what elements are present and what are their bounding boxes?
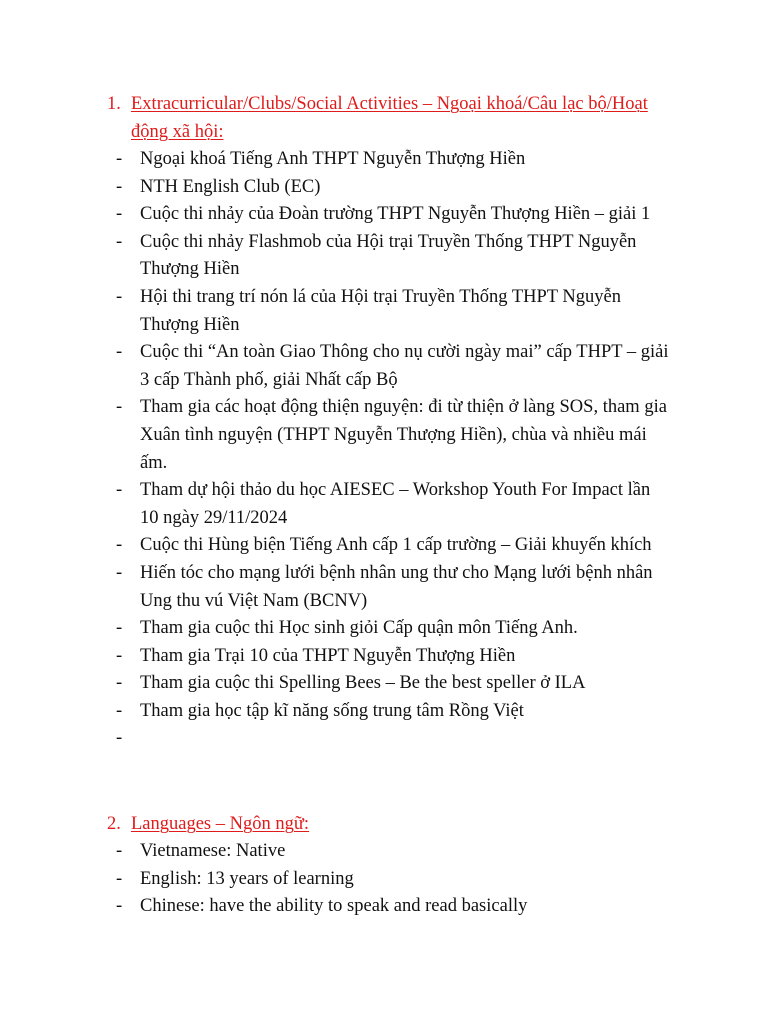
bullet-dash: - [116,700,123,721]
list-item [112,670,672,698]
bullet-dash: - [116,535,123,556]
list-item [112,284,672,339]
bullet-dash: - [116,342,123,363]
list-item [112,146,672,174]
list-item [112,229,672,284]
list-item [112,394,672,477]
list-item [112,893,672,921]
languages-list [112,838,672,921]
list-item-text: Ngoại khoá Tiếng Anh THPT Nguyễn Thượng Hiền [140,149,526,169]
section-title: Languages – Ngôn ngữ: [131,814,310,834]
list-item [112,532,672,560]
bullet-dash: - [116,480,123,501]
list-item-text: Chinese: have the ability to speak and read basically [140,896,528,917]
list-item-text: Tham gia cuộc thi Spelling Bees – Be the best speller ở ILA [140,673,586,694]
list-item-text: Cuộc thi “An toàn Giao Thông cho nụ cười ngày mai” cấp THPT – giải 3 cấp Thành phố, giải Nhất cấp Bộ [140,342,669,390]
list-item-text: Tham dự hội thảo du học AIESEC – Workshop Youth For Impact lần 10 ngày 29/11/2024 [140,480,651,528]
list-item-text: Tham gia các hoạt động thiện nguyện: đi từ thiện ở làng SOS, tham gia Xuân tình nguyện (THPT Nguyễn Thượng Hiền), chùa và nhiều mái ấm. [140,397,667,473]
list-item [112,339,672,394]
list-item-text: Vietnamese: Native [140,841,286,861]
list-item-text: Tham gia cuộc thi Học sinh giỏi Cấp quận môn Tiếng Anh. [140,618,578,639]
bullet-dash: - [116,673,123,694]
list-item [112,643,672,671]
section-title: Extracurricular/Clubs/Social Activities – Ngoại khoá/Câu lạc bộ/Hoạt động xã hội: [131,94,648,142]
list-item-text: NTH English Club (EC) [140,176,321,197]
bullet-dash: - [116,397,123,418]
bullet-dash: - [116,176,123,197]
bullet-dash: - [116,841,123,861]
bullet-dash: - [116,204,123,225]
bullet-dash: - [116,562,123,583]
section-heading-languages [107,811,667,839]
bullet-dash: - [116,149,123,169]
section-number: 2. [107,814,121,834]
list-item-empty [112,725,672,753]
list-item [112,698,672,726]
bullet-dash: - [116,231,123,252]
list-item-text: English: 13 years of learning [140,868,354,889]
bullet-dash: - [116,868,123,889]
bullet-dash: - [116,728,123,749]
bullet-dash: - [116,286,123,307]
section-number: 1. [107,94,121,114]
list-item-text: Cuộc thi nhảy của Đoàn trường THPT Nguyễn Thượng Hiền – giải 1 [140,204,651,225]
list-item-text: Cuộc thi Hùng biện Tiếng Anh cấp 1 cấp trường – Giải khuyến khích [140,535,652,556]
bullet-dash: - [116,618,123,639]
list-item [112,560,672,615]
list-item [112,477,672,532]
section-heading-extracurricular [107,91,667,146]
list-item [112,838,672,866]
list-item-text: Tham gia học tập kĩ năng sống trung tâm Rồng Việt [140,700,524,721]
list-item-text: Cuộc thi nhảy Flashmob của Hội trại Truyền Thống THPT Nguyễn Thượng Hiền [140,231,637,280]
bullet-dash: - [116,645,123,666]
bullet-dash: - [116,896,123,917]
list-item [112,201,672,229]
list-item-text: Hiến tóc cho mạng lưới bệnh nhân ung thư cho Mạng lưới bệnh nhân Ung thu vú Việt Nam (BCNV) [140,562,653,611]
list-item [112,615,672,643]
extracurricular-list [112,146,672,753]
list-item-text: Hội thi trang trí nón lá của Hội trại Truyền Thống THPT Nguyễn Thượng Hiền [140,286,621,335]
list-item-text: Tham gia Trại 10 của THPT Nguyễn Thượng Hiền [140,645,516,666]
list-item [112,866,672,894]
list-item [112,174,672,202]
